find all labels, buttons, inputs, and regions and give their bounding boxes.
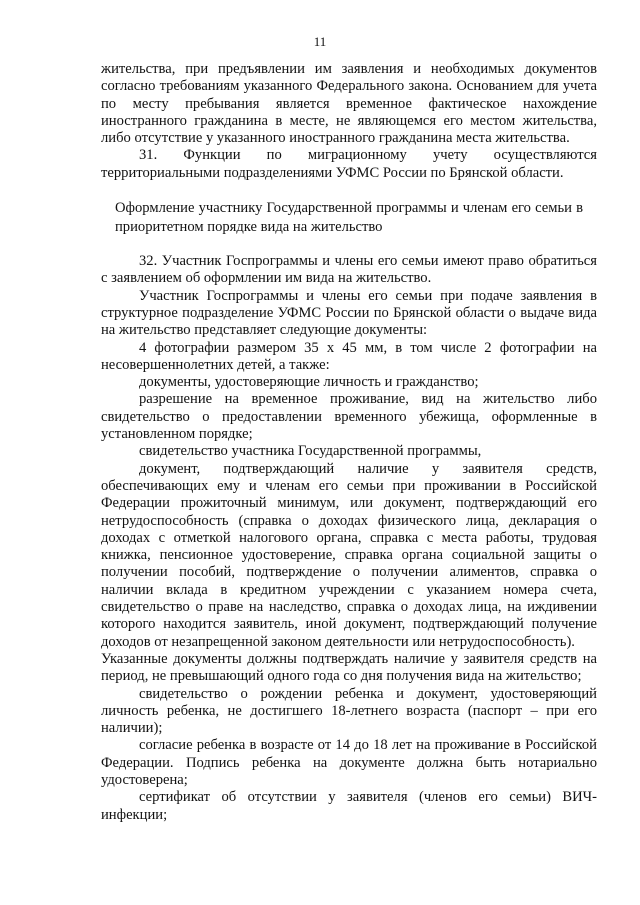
top-section (101, 61, 597, 182)
list-item: согласие ребенка в возрасте от 14 до 18 лет на проживание в Российской Федерации. Подпись ребенка на документе должна быть нотариально удостоверена; (101, 737, 597, 788)
document-body (101, 61, 597, 824)
list-item: свидетельство участника Государственной программы, (139, 443, 482, 460)
page-number: 11 (313, 34, 327, 49)
paragraph-item-31: 31. Функции по миграционному учету осуществляются территориальными подразделениями УФМС России по Брянской области. (101, 147, 597, 181)
list-item: разрешение на временное проживание, вид на жительство либо свидетельство о предоставлении временного убежища, оформленные в установленном порядке; (101, 391, 597, 443)
paragraph-item-32: 32. Участник Госпрограммы и члены его семьи имеют право обратиться с заявлением об оформлении им вида на жительство. (101, 253, 597, 287)
paragraph: Участник Госпрограммы и члены его семьи при подаче заявления в структурное подразделение УФМС России по Брянской области о выдаче вида на жительство представляет следующие документы: (101, 287, 597, 339)
spacer (101, 182, 597, 199)
bottom-section (101, 253, 597, 824)
paragraph: жительства, при предъявлении им заявления и необходимых документов согласно требованиям указанного Федерального закона. Основанием для учета по месту пребывания является временное фактическое нахождение иностранного гражданина в месте, не являющемся его местом жительства, либо отсутствие у указанного иностранного гражданина места жительства. (101, 61, 597, 147)
paragraph: 4 фотографии размером 35 х 45 мм, в том числе 2 фотографии на несовершеннолетних детей, а также: (101, 339, 597, 373)
spacer (101, 236, 597, 253)
list-item: сертификат об отсутствии у заявителя (членов его семьи) ВИЧ-инфекции; (101, 789, 597, 823)
list-item: документ, подтверждающий наличие у заявителя средств, обеспечивающих ему и членам его семьи при проживании в Российской Федерации прожиточный минимум, или документ, подтверждающий его нетрудоспособность (справка о доходах физического лица, декларация о доходах с отметкой налогового органа, справка с места работы, трудовая книжка, пенсионное удостоверение, справка органа социальной защиты о получении пособий, подтверждение о получении алиментов, справка о наличии вклада в кредитном учреждении с указанием номера счета, свидетельство о праве на наследство, справка о доходах лица, на иждивении которого находится заявитель, иной документ, подтверждающий получение доходов от незапрещенной законом деятельности или нетрудоспособность). (101, 460, 597, 650)
list-item: свидетельство о рождении ребенка и документ, удостоверяющий личность ребенка, не достигшего 18-летнего возраста (паспорт – при его наличии); (101, 685, 597, 737)
paragraph: Указанные документы должны подтверждать наличие у заявителя средств на период, не превышающий одного года со дня получения вида на жительство; (101, 650, 597, 685)
list-item: документы, удостоверяющие личность и гражданство; (139, 374, 479, 391)
section-heading: Оформление участнику Государственной программы и членам его семьи в приоритетном порядке вида на жительство (115, 200, 583, 235)
